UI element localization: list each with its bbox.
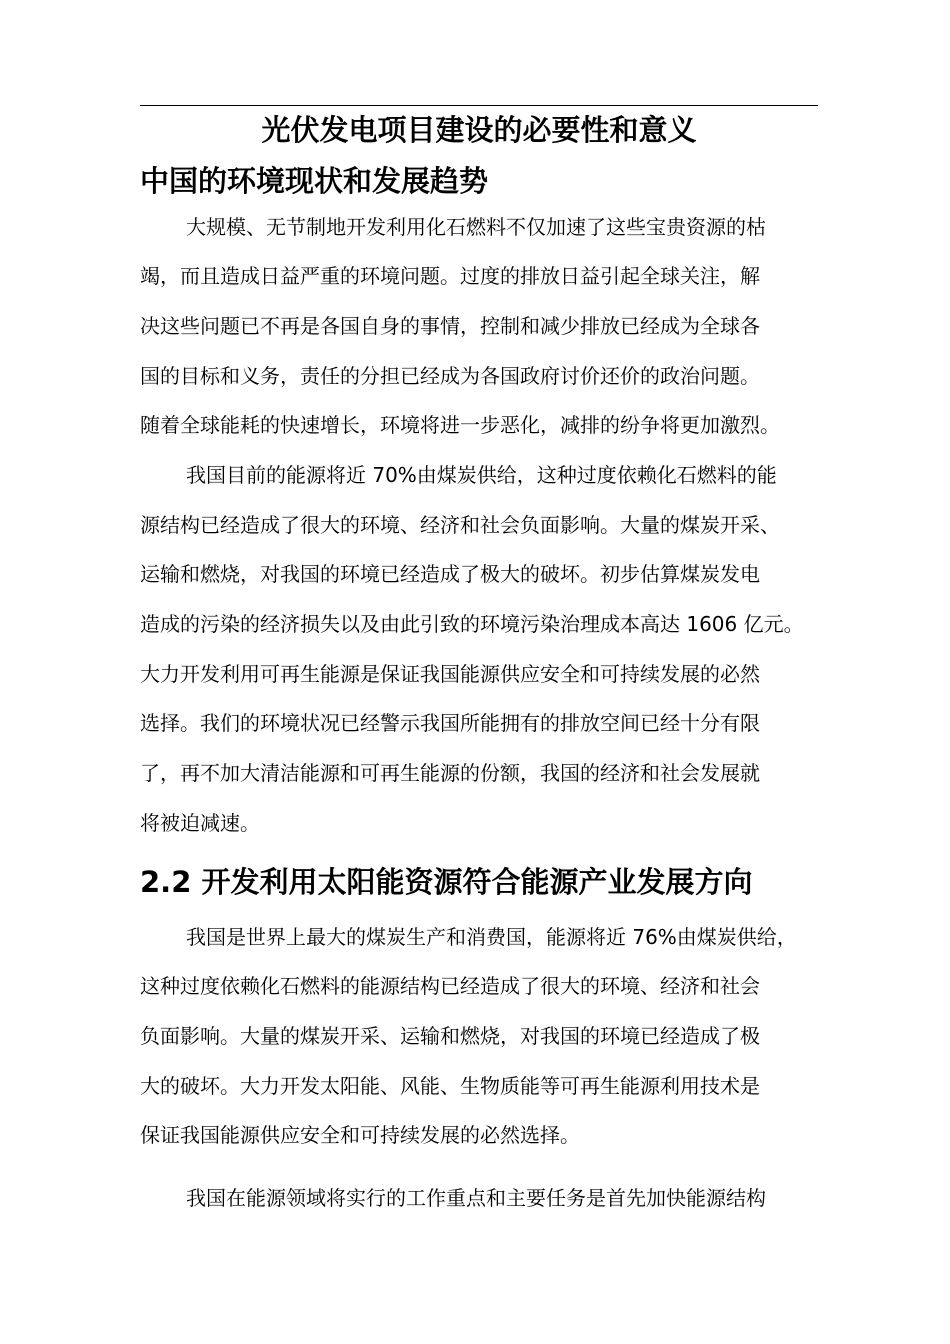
document-title: 光伏发电项目建设的必要性和意义 — [261, 113, 697, 147]
paragraph-line: 保证我国能源供应安全和可持续发展的必然选择。 — [140, 1123, 580, 1147]
paragraph-line: 大的破坏。大力开发太阳能、风能、生物质能等可再生能源利用技术是 — [140, 1074, 760, 1098]
paragraph-line: 随着全球能耗的快速增长，环境将进一步恶化，减排的纷争将更加激烈。 — [140, 413, 780, 437]
header-rule — [140, 105, 818, 106]
paragraph-line: 我国目前的能源将近 70%由煤炭供给，这种过度依赖化石燃料的能 — [186, 463, 777, 487]
paragraph-line: 决这些问题已不再是各国自身的事情，控制和减少排放已经成为全球各 — [140, 314, 760, 338]
paragraph-line: 将被迫减速。 — [140, 811, 260, 835]
paragraph-line: 我国是世界上最大的煤炭生产和消费国，能源将近 76%由煤炭供给， — [186, 925, 797, 949]
paragraph-line: 造成的污染的经济损失以及由此引致的环境污染治理成本高达 1606 亿元。 — [140, 612, 804, 636]
paragraph-line: 竭，而且造成日益严重的环境问题。过度的排放日益引起全球关注，解 — [140, 264, 760, 288]
paragraph-line: 大规模、无节制地开发利用化石燃料不仅加速了这些宝贵资源的枯 — [186, 215, 766, 239]
section-heading-environment: 中国的环境现状和发展趋势 — [140, 164, 489, 198]
paragraph-line: 了，再不加大清洁能源和可再生能源的份额，我国的经济和社会发展就 — [140, 761, 760, 785]
paragraph-line: 源结构已经造成了很大的环境、经济和社会负面影响。大量的煤炭开采、 — [140, 513, 780, 537]
paragraph-line: 我国在能源领域将实行的工作重点和主要任务是首先加快能源结构 — [186, 1186, 766, 1210]
paragraph-line: 大力开发利用可再生能源是保证我国能源供应安全和可持续发展的必然 — [140, 662, 760, 686]
paragraph-line: 这种过度依赖化石燃料的能源结构已经造成了很大的环境、经济和社会 — [140, 974, 760, 998]
paragraph-line: 负面影响。大量的煤炭开采、运输和燃烧，对我国的环境已经造成了极 — [140, 1024, 760, 1048]
section-heading-solar: 2.2 开发利用太阳能资源符合能源产业发展方向 — [140, 865, 753, 899]
paragraph-line: 国的目标和义务，责任的分担已经成为各国政府讨价还价的政治问题。 — [140, 364, 760, 388]
paragraph-line: 运输和燃烧，对我国的环境已经造成了极大的破坏。初步估算煤炭发电 — [140, 562, 760, 586]
paragraph-line: 选择。我们的环境状况已经警示我国所能拥有的排放空间已经十分有限 — [140, 711, 760, 735]
